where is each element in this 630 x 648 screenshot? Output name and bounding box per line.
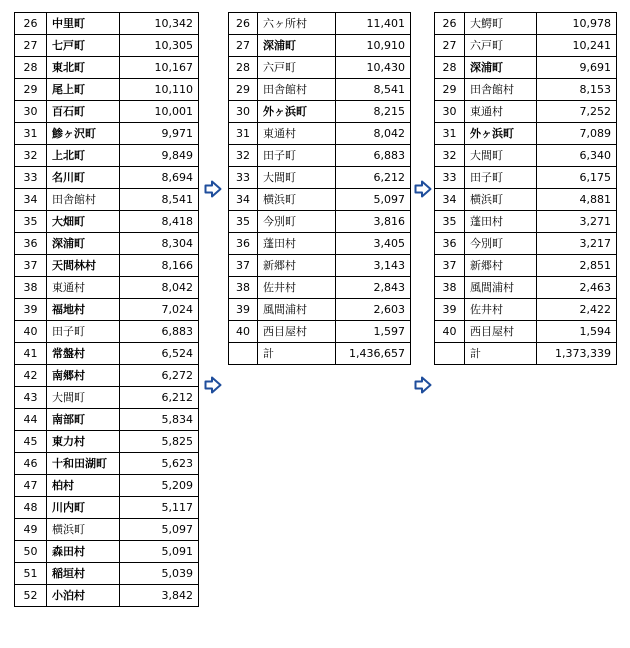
value-cell: 5,117	[120, 497, 199, 519]
value-cell: 10,430	[336, 57, 411, 79]
table-row	[229, 167, 411, 189]
ranking-table-3	[434, 12, 617, 365]
value-cell: 10,001	[120, 101, 199, 123]
value-cell: 7,252	[537, 101, 617, 123]
name-cell: 横浜町	[47, 519, 120, 541]
name-cell: 南郷村	[47, 365, 120, 387]
name-cell: 六戸町	[258, 57, 336, 79]
table-row	[435, 321, 617, 343]
name-cell: 柏村	[47, 475, 120, 497]
table-row	[15, 79, 199, 101]
table-row	[435, 167, 617, 189]
rank-cell: 39	[15, 299, 47, 321]
rank-cell: 34	[229, 189, 258, 211]
table-row	[15, 13, 199, 35]
value-cell: 6,883	[336, 145, 411, 167]
rank-cell: 39	[435, 299, 465, 321]
value-cell: 11,401	[336, 13, 411, 35]
name-cell: 上北町	[47, 145, 120, 167]
value-cell: 2,843	[336, 277, 411, 299]
name-cell: 横浜町	[465, 189, 537, 211]
table-row	[229, 211, 411, 233]
name-cell: 蓬田村	[258, 233, 336, 255]
name-cell: 南部町	[47, 409, 120, 431]
table-row	[229, 321, 411, 343]
value-cell: 5,097	[336, 189, 411, 211]
name-cell: 大間町	[47, 387, 120, 409]
name-cell: 西目屋村	[465, 321, 537, 343]
arrow-right-icon	[204, 376, 222, 394]
name-cell: 七戸町	[47, 35, 120, 57]
rank-cell: 32	[435, 145, 465, 167]
rank-cell: 29	[229, 79, 258, 101]
rank-cell: 46	[15, 453, 47, 475]
table-row	[435, 57, 617, 79]
table-row	[229, 57, 411, 79]
name-cell: 森田村	[47, 541, 120, 563]
value-cell: 5,091	[120, 541, 199, 563]
name-cell: 風間浦村	[465, 277, 537, 299]
name-cell: 外ヶ浜町	[258, 101, 336, 123]
value-cell: 8,304	[120, 233, 199, 255]
value-cell: 5,825	[120, 431, 199, 453]
arrow-right-icon	[414, 376, 432, 394]
name-cell: 大間町	[258, 167, 336, 189]
rank-cell: 41	[15, 343, 47, 365]
table-row	[435, 13, 617, 35]
rank-cell: 43	[15, 387, 47, 409]
name-cell: 外ヶ浜町	[465, 123, 537, 145]
value-cell: 3,271	[537, 211, 617, 233]
value-cell: 3,842	[120, 585, 199, 607]
rank-cell: 37	[15, 255, 47, 277]
rank-cell: 28	[435, 57, 465, 79]
name-cell: 深浦町	[258, 35, 336, 57]
table-row	[15, 167, 199, 189]
value-cell: 2,603	[336, 299, 411, 321]
table-row	[15, 277, 199, 299]
name-cell: 大間町	[465, 145, 537, 167]
table-row	[15, 299, 199, 321]
value-cell: 5,097	[120, 519, 199, 541]
rank-cell	[435, 343, 465, 365]
value-cell: 8,541	[120, 189, 199, 211]
name-cell: 川内町	[47, 497, 120, 519]
table-row	[435, 145, 617, 167]
name-cell: 計	[258, 343, 336, 365]
table-row	[15, 453, 199, 475]
table-row	[15, 519, 199, 541]
rank-cell: 51	[15, 563, 47, 585]
rank-cell: 36	[15, 233, 47, 255]
value-cell: 7,089	[537, 123, 617, 145]
name-cell: 横浜町	[258, 189, 336, 211]
value-cell: 3,143	[336, 255, 411, 277]
value-cell: 1,373,339	[537, 343, 617, 365]
name-cell: 今別町	[465, 233, 537, 255]
value-cell: 6,524	[120, 343, 199, 365]
value-cell: 6,883	[120, 321, 199, 343]
value-cell: 3,405	[336, 233, 411, 255]
rank-cell: 31	[435, 123, 465, 145]
name-cell: 百石町	[47, 101, 120, 123]
table-row	[15, 497, 199, 519]
ranking-table-1	[14, 12, 199, 607]
value-cell: 8,694	[120, 167, 199, 189]
rank-cell: 45	[15, 431, 47, 453]
table-row	[435, 79, 617, 101]
table-row	[15, 387, 199, 409]
table-row	[435, 211, 617, 233]
value-cell: 9,691	[537, 57, 617, 79]
total-row	[229, 343, 411, 365]
rank-cell: 27	[435, 35, 465, 57]
value-cell: 10,910	[336, 35, 411, 57]
value-cell: 2,463	[537, 277, 617, 299]
name-cell: 新郷村	[258, 255, 336, 277]
name-cell: 大畑町	[47, 211, 120, 233]
table-row	[15, 541, 199, 563]
rank-cell: 47	[15, 475, 47, 497]
value-cell: 2,851	[537, 255, 617, 277]
rank-cell: 27	[15, 35, 47, 57]
name-cell: 東力村	[47, 431, 120, 453]
table-row	[435, 189, 617, 211]
table-row	[15, 585, 199, 607]
name-cell: 田舎館村	[465, 79, 537, 101]
value-cell: 8,166	[120, 255, 199, 277]
rank-cell: 40	[15, 321, 47, 343]
table-row	[435, 233, 617, 255]
value-cell: 6,212	[336, 167, 411, 189]
table-row	[435, 123, 617, 145]
table-row	[15, 343, 199, 365]
rank-cell: 28	[15, 57, 47, 79]
rank-cell: 49	[15, 519, 47, 541]
rank-cell: 30	[15, 101, 47, 123]
value-cell: 5,209	[120, 475, 199, 497]
value-cell: 5,623	[120, 453, 199, 475]
rank-cell: 35	[435, 211, 465, 233]
value-cell: 10,978	[537, 13, 617, 35]
table-row	[435, 101, 617, 123]
table-row	[229, 123, 411, 145]
ranking-table-2-body	[229, 13, 411, 365]
rank-cell: 29	[435, 79, 465, 101]
rank-cell: 32	[15, 145, 47, 167]
table-row	[15, 211, 199, 233]
value-cell: 8,541	[336, 79, 411, 101]
name-cell: 深浦町	[465, 57, 537, 79]
value-cell: 1,597	[336, 321, 411, 343]
rank-cell: 37	[229, 255, 258, 277]
name-cell: 十和田湖町	[47, 453, 120, 475]
rank-cell: 40	[229, 321, 258, 343]
table-row	[15, 57, 199, 79]
table-row	[15, 123, 199, 145]
value-cell: 1,436,657	[336, 343, 411, 365]
value-cell: 5,834	[120, 409, 199, 431]
name-cell: 計	[465, 343, 537, 365]
rank-cell: 35	[15, 211, 47, 233]
name-cell: 小泊村	[47, 585, 120, 607]
name-cell: 西目屋村	[258, 321, 336, 343]
name-cell: 大鰐町	[465, 13, 537, 35]
rank-cell: 35	[229, 211, 258, 233]
table-row	[229, 145, 411, 167]
name-cell: 東北町	[47, 57, 120, 79]
value-cell: 6,175	[537, 167, 617, 189]
name-cell: 蓬田村	[465, 211, 537, 233]
name-cell: 田子町	[258, 145, 336, 167]
total-row	[435, 343, 617, 365]
name-cell: 田舎館村	[258, 79, 336, 101]
rank-cell: 34	[435, 189, 465, 211]
value-cell: 2,422	[537, 299, 617, 321]
value-cell: 3,217	[537, 233, 617, 255]
name-cell: 鯵ヶ沢町	[47, 123, 120, 145]
value-cell: 8,042	[336, 123, 411, 145]
rank-cell: 40	[435, 321, 465, 343]
name-cell: 尾上町	[47, 79, 120, 101]
rank-cell: 36	[229, 233, 258, 255]
table-row	[15, 563, 199, 585]
rank-cell: 48	[15, 497, 47, 519]
rank-cell: 37	[435, 255, 465, 277]
name-cell: 天間林村	[47, 255, 120, 277]
name-cell: 稲垣村	[47, 563, 120, 585]
rank-cell: 36	[435, 233, 465, 255]
table-row	[435, 299, 617, 321]
rank-cell: 33	[435, 167, 465, 189]
value-cell: 5,039	[120, 563, 199, 585]
name-cell: 常盤村	[47, 343, 120, 365]
table-row	[15, 431, 199, 453]
value-cell: 8,418	[120, 211, 199, 233]
name-cell: 福地村	[47, 299, 120, 321]
name-cell: 佐井村	[465, 299, 537, 321]
value-cell: 9,971	[120, 123, 199, 145]
table-row	[229, 79, 411, 101]
rank-cell: 50	[15, 541, 47, 563]
table-row	[15, 145, 199, 167]
name-cell: 田子町	[465, 167, 537, 189]
value-cell: 1,594	[537, 321, 617, 343]
rank-cell: 39	[229, 299, 258, 321]
rank-cell: 26	[229, 13, 258, 35]
value-cell: 6,212	[120, 387, 199, 409]
rank-cell: 30	[435, 101, 465, 123]
table-row	[435, 255, 617, 277]
rank-cell: 27	[229, 35, 258, 57]
name-cell: 田子町	[47, 321, 120, 343]
name-cell: 東通村	[465, 101, 537, 123]
table-row	[435, 35, 617, 57]
rank-cell: 30	[229, 101, 258, 123]
name-cell: 中里町	[47, 13, 120, 35]
table-row	[229, 299, 411, 321]
value-cell: 9,849	[120, 145, 199, 167]
name-cell: 東通村	[47, 277, 120, 299]
rank-cell: 29	[15, 79, 47, 101]
table-row	[15, 321, 199, 343]
rank-cell: 38	[435, 277, 465, 299]
name-cell: 今別町	[258, 211, 336, 233]
table-row	[15, 189, 199, 211]
name-cell: 田舎館村	[47, 189, 120, 211]
value-cell: 3,816	[336, 211, 411, 233]
value-cell: 6,340	[537, 145, 617, 167]
name-cell: 東通村	[258, 123, 336, 145]
rank-cell: 38	[229, 277, 258, 299]
table-row	[435, 277, 617, 299]
ranking-table-2	[228, 12, 411, 365]
name-cell: 風間浦村	[258, 299, 336, 321]
rank-cell: 31	[229, 123, 258, 145]
arrow-right-icon	[414, 180, 432, 198]
name-cell: 新郷村	[465, 255, 537, 277]
table-row	[229, 35, 411, 57]
table-row	[229, 189, 411, 211]
value-cell: 6,272	[120, 365, 199, 387]
table-row	[229, 13, 411, 35]
rank-cell: 26	[435, 13, 465, 35]
name-cell: 名川町	[47, 167, 120, 189]
value-cell: 10,110	[120, 79, 199, 101]
value-cell: 8,042	[120, 277, 199, 299]
table-row	[15, 101, 199, 123]
table-row	[15, 35, 199, 57]
rank-cell: 28	[229, 57, 258, 79]
table-row	[229, 255, 411, 277]
value-cell: 8,215	[336, 101, 411, 123]
value-cell: 10,305	[120, 35, 199, 57]
rank-cell: 26	[15, 13, 47, 35]
table-row	[229, 101, 411, 123]
name-cell: 六ヶ所村	[258, 13, 336, 35]
value-cell: 10,241	[537, 35, 617, 57]
table-row	[229, 277, 411, 299]
rank-cell: 31	[15, 123, 47, 145]
table-row	[15, 475, 199, 497]
table-row	[15, 365, 199, 387]
table-row	[15, 233, 199, 255]
rank-cell: 34	[15, 189, 47, 211]
arrow-right-icon	[204, 180, 222, 198]
rank-cell: 42	[15, 365, 47, 387]
name-cell: 佐井村	[258, 277, 336, 299]
rank-cell	[229, 343, 258, 365]
value-cell: 4,881	[537, 189, 617, 211]
table-row	[15, 409, 199, 431]
ranking-table-3-body	[435, 13, 617, 365]
value-cell: 10,167	[120, 57, 199, 79]
value-cell: 10,342	[120, 13, 199, 35]
rank-cell: 33	[15, 167, 47, 189]
rank-cell: 52	[15, 585, 47, 607]
rank-cell: 32	[229, 145, 258, 167]
ranking-table-1-body	[15, 13, 199, 607]
value-cell: 8,153	[537, 79, 617, 101]
table-row	[15, 255, 199, 277]
rank-cell: 33	[229, 167, 258, 189]
rank-cell: 38	[15, 277, 47, 299]
value-cell: 7,024	[120, 299, 199, 321]
rank-cell: 44	[15, 409, 47, 431]
name-cell: 深浦町	[47, 233, 120, 255]
name-cell: 六戸町	[465, 35, 537, 57]
table-row	[229, 233, 411, 255]
